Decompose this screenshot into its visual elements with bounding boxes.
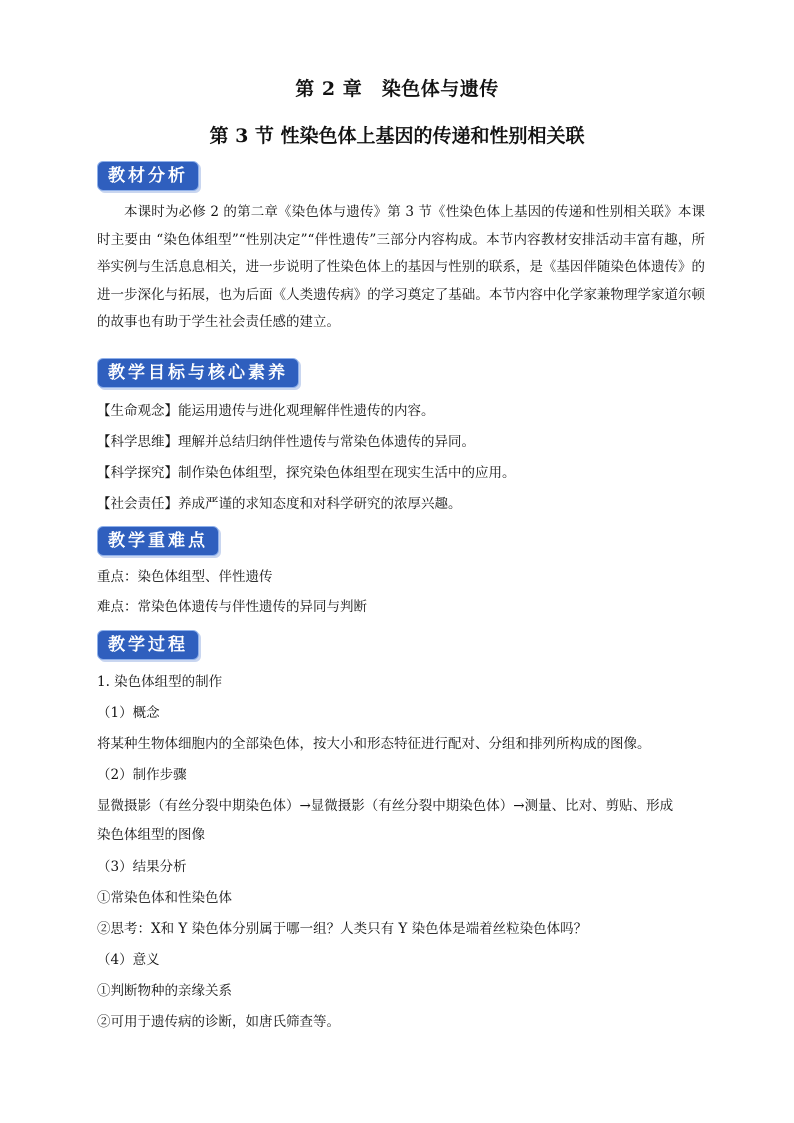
process-line: ②思考：X和 Y 染色体分别属于哪一组？人类只有 Y 染色体是端着丝粒染色体吗？ bbox=[97, 921, 588, 937]
objective-item: 【科学探究】制作染色体组型，探究染色体组型在现实生活中的应用。 bbox=[97, 465, 516, 481]
process-line: 1. 染色体组型的制作 bbox=[97, 674, 223, 690]
chapter-title: 第 2 章 染色体与遗传 bbox=[295, 78, 499, 100]
objective-item: 【社会责任】养成严谨的求知态度和对科学研究的浓厚兴趣。 bbox=[97, 496, 462, 512]
objective-item: 【科学思维】理解并总结归纳伴性遗传与常染色体遗传的异同。 bbox=[97, 434, 475, 450]
process-line: （4）意义 bbox=[97, 952, 160, 968]
process-line: 将某种生物体细胞内的全部染色体，按大小和形态特征进行配对、分组和排列所构成的图像。 bbox=[97, 736, 651, 752]
process-line: ①常染色体和性染色体 bbox=[97, 890, 232, 906]
process-line: 显微摄影（有丝分裂中期染色体）→显微摄影（有丝分裂中期染色体）→测量、比对、剪贴、形成 bbox=[97, 798, 674, 814]
process-line: ②可用于遗传病的诊断，如唐氏筛查等。 bbox=[97, 1014, 340, 1030]
key-point-item: 难点：常染色体遗传与伴性遗传的异同与判断 bbox=[97, 599, 367, 615]
objective-item: 【生命观念】能运用遗传与进化观理解伴性遗传的内容。 bbox=[97, 403, 435, 419]
badge-objectives: 教学目标与核心素养 bbox=[97, 358, 299, 388]
process-line: （2）制作步骤 bbox=[97, 767, 187, 783]
badge-process: 教学过程 bbox=[97, 630, 199, 660]
process-line: 染色体组型的图像 bbox=[97, 827, 205, 843]
analysis-paragraph: 本课时为必修 2 的第二章《染色体与遗传》第 3 节《性染色体上基因的传递和性别相关联》本课时主要由 “染色体组型”“性别决定”“伴性遗传”三部分内容构成。本节内容教材安排活动丰富有趣，所举实例与生活息息相关，进一步说明了性染色体上的基因与性别的联系，是《基因伴随染色体遗传》的进一步深化与拓展，也为后面《人类遗传病》的学习奠定了基础。本节内容中化学家兼物理学家道尔顿的故事也有助于学生社会责任感的建立。 bbox=[97, 204, 705, 330]
process-line: ①判断物种的亲缘关系 bbox=[97, 983, 232, 999]
process-line: （3）结果分析 bbox=[97, 859, 187, 875]
process-line: （1）概念 bbox=[97, 705, 160, 721]
badge-key-points: 教学重难点 bbox=[97, 526, 219, 556]
badge-analysis: 教材分析 bbox=[97, 161, 199, 191]
section-title: 第 3 节 性染色体上基因的传递和性别相关联 bbox=[209, 125, 585, 147]
key-point-item: 重点：染色体组型、伴性遗传 bbox=[97, 569, 273, 585]
